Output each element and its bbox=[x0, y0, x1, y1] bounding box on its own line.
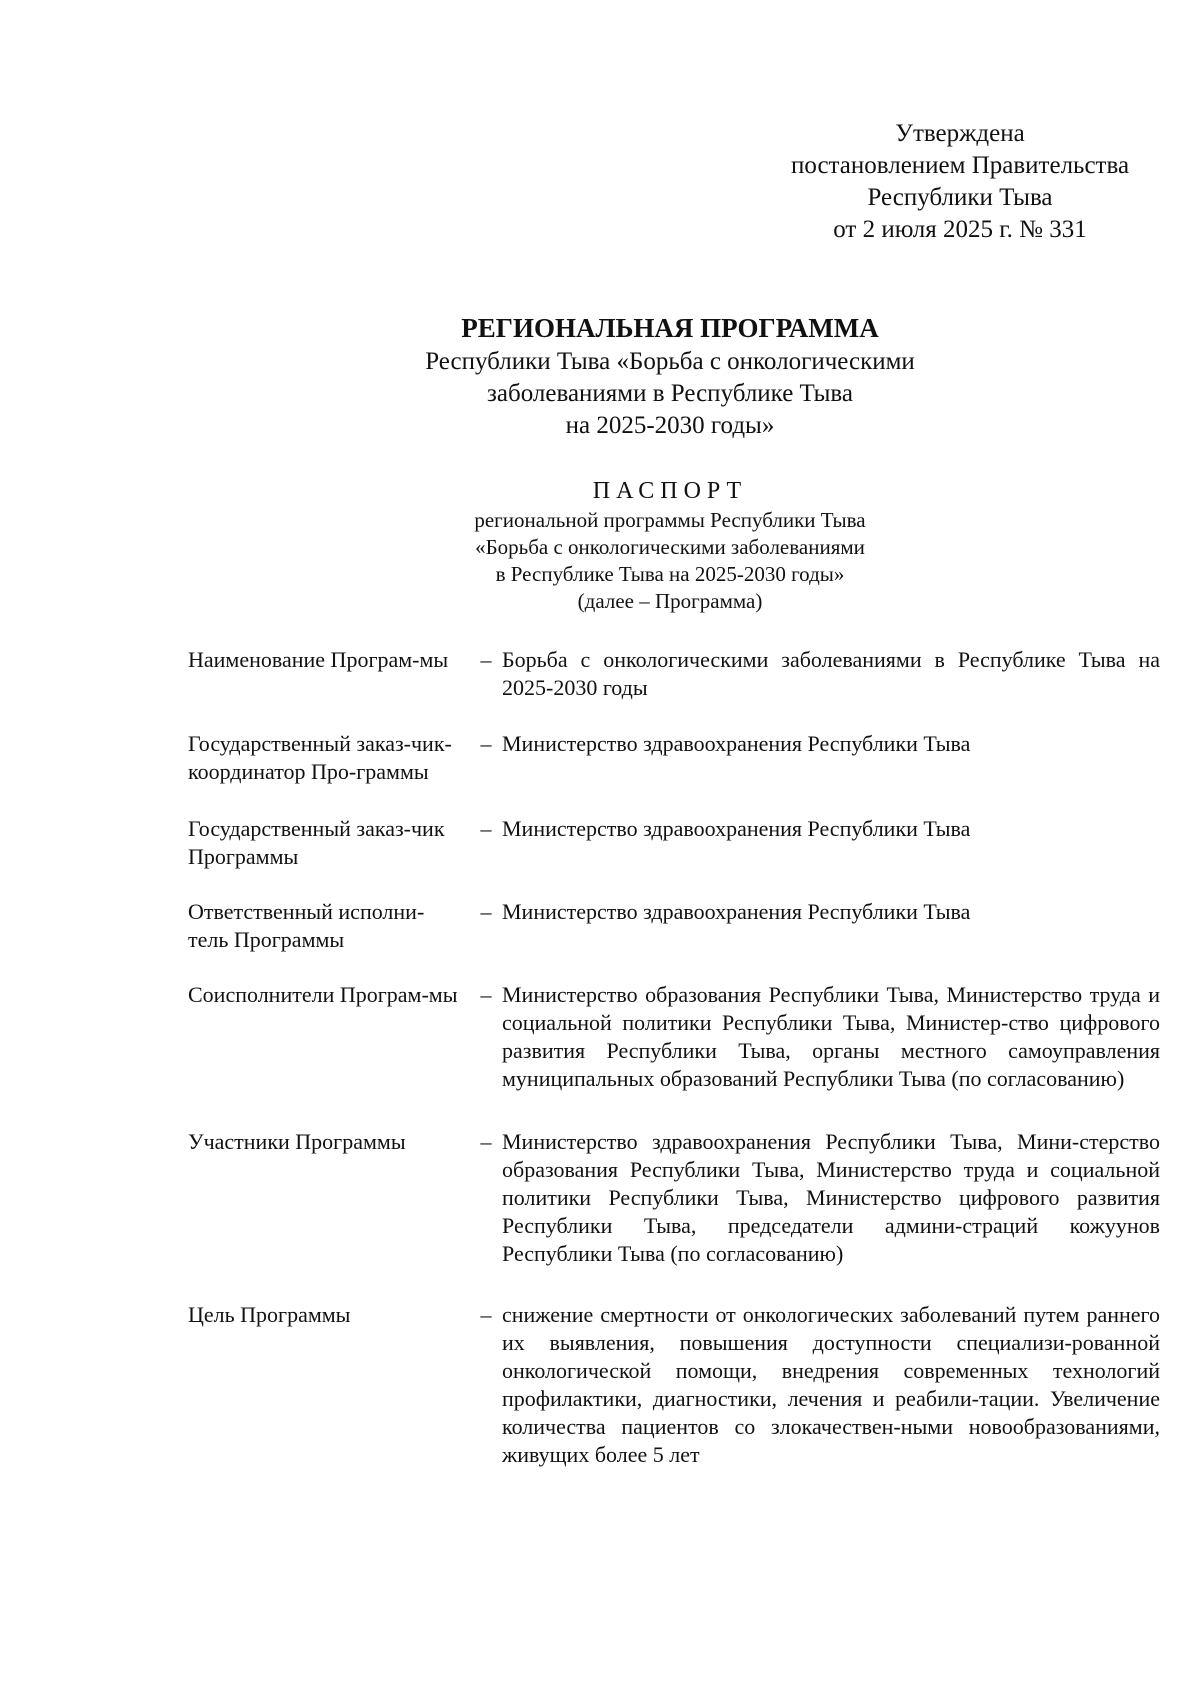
program-title-heading: РЕГИОНАЛЬНАЯ ПРОГРАММА bbox=[461, 313, 879, 343]
row-dash: – bbox=[480, 1302, 492, 1327]
passport-row-customer bbox=[188, 815, 1160, 871]
row-label: Участники Программы bbox=[188, 1129, 406, 1154]
program-title-line-3: на 2025-2030 годы» bbox=[565, 412, 775, 439]
passport-table bbox=[188, 646, 1160, 1469]
row-label: Цель Программы bbox=[188, 1302, 351, 1327]
row-value: Борьба с онкологическими заболеваниями в Республике Тыва на 2025-2030 годы bbox=[502, 647, 1160, 700]
row-value: Министерство здравоохранения Республики Тыва bbox=[502, 899, 971, 924]
passport-subtitle-line-2: «Борьба с онкологическими заболеваниями bbox=[475, 535, 865, 559]
row-value: Министерство образования Республики Тыва, Министерство труда и социальной политики Республики Тыва, Министер-ство цифрового развития Республики Тыва, органы местного самоуправления муниципальных образований Республики Тыва (по согласованию) bbox=[502, 982, 1160, 1091]
approval-line-approved: Утверждена bbox=[895, 120, 1025, 147]
row-label: Соисполнители Програм-мы bbox=[188, 982, 458, 1007]
passport-row-participants bbox=[188, 1128, 1160, 1268]
row-value: Министерство здравоохранения Республики Тыва bbox=[502, 731, 971, 756]
passport-heading-block bbox=[370, 475, 970, 615]
passport-row-responsible bbox=[188, 898, 1160, 954]
program-title-line-1: Республики Тыва «Борьба с онкологическими bbox=[425, 348, 915, 375]
row-dash: – bbox=[480, 647, 492, 672]
passport-subtitle-line-4: (далее – Программа) bbox=[577, 589, 763, 613]
passport-row-goal bbox=[188, 1301, 1160, 1469]
row-value: Министерство здравоохранения Республики Тыва bbox=[502, 816, 971, 841]
row-dash: – bbox=[480, 899, 492, 924]
passport-heading: ПАСПОРТ bbox=[592, 478, 748, 504]
row-label: Наименование Програм-мы bbox=[188, 647, 449, 672]
row-label: Ответственный исполни-тель Программы bbox=[188, 899, 425, 952]
row-label: Государственный заказ-чик Программы bbox=[188, 816, 445, 869]
program-title-block bbox=[300, 310, 1040, 442]
row-dash: – bbox=[480, 731, 492, 756]
row-dash: – bbox=[480, 982, 492, 1007]
approval-line-date-number: от 2 июля 2025 г. № 331 bbox=[833, 216, 1087, 243]
passport-row-co-executors bbox=[188, 981, 1160, 1093]
passport-subtitle-line-3: в Республике Тыва на 2025-2030 годы» bbox=[495, 562, 845, 586]
passport-row-name bbox=[188, 646, 1160, 702]
passport-row-coordinator bbox=[188, 730, 1160, 786]
row-label: Государственный заказ-чик-координатор Про-граммы bbox=[188, 731, 452, 784]
approval-stamp-block bbox=[770, 118, 1150, 246]
program-title-line-2: заболеваниями в Республике Тыва bbox=[487, 380, 853, 407]
passport-subtitle-line-1: региональной программы Республики Тыва bbox=[474, 508, 866, 532]
row-dash: – bbox=[480, 1129, 492, 1154]
approval-line-republic: Республики Тыва bbox=[867, 184, 1053, 211]
row-dash: – bbox=[480, 816, 492, 841]
row-value: Министерство здравоохранения Республики Тыва, Мини-стерство образования Республики Тыва, Министерство труда и социальной политики Республики Тыва, Министерство цифрового развития Республики Тыва, председатели админи-страций кожуунов Республики Тыва (по согласованию) bbox=[502, 1129, 1160, 1266]
row-value: снижение смертности от онкологических заболеваний путем раннего их выявления, повышения доступности специализи-рованной онкологической помощи, внедрения современных технологий профилактики, диагностики, лечения и реабили-тации. Увеличение количества пациентов со злокачествен-ными новообразованиями, живущих более 5 лет bbox=[502, 1302, 1160, 1467]
approval-line-resolution: постановлением Правительства bbox=[790, 152, 1130, 179]
